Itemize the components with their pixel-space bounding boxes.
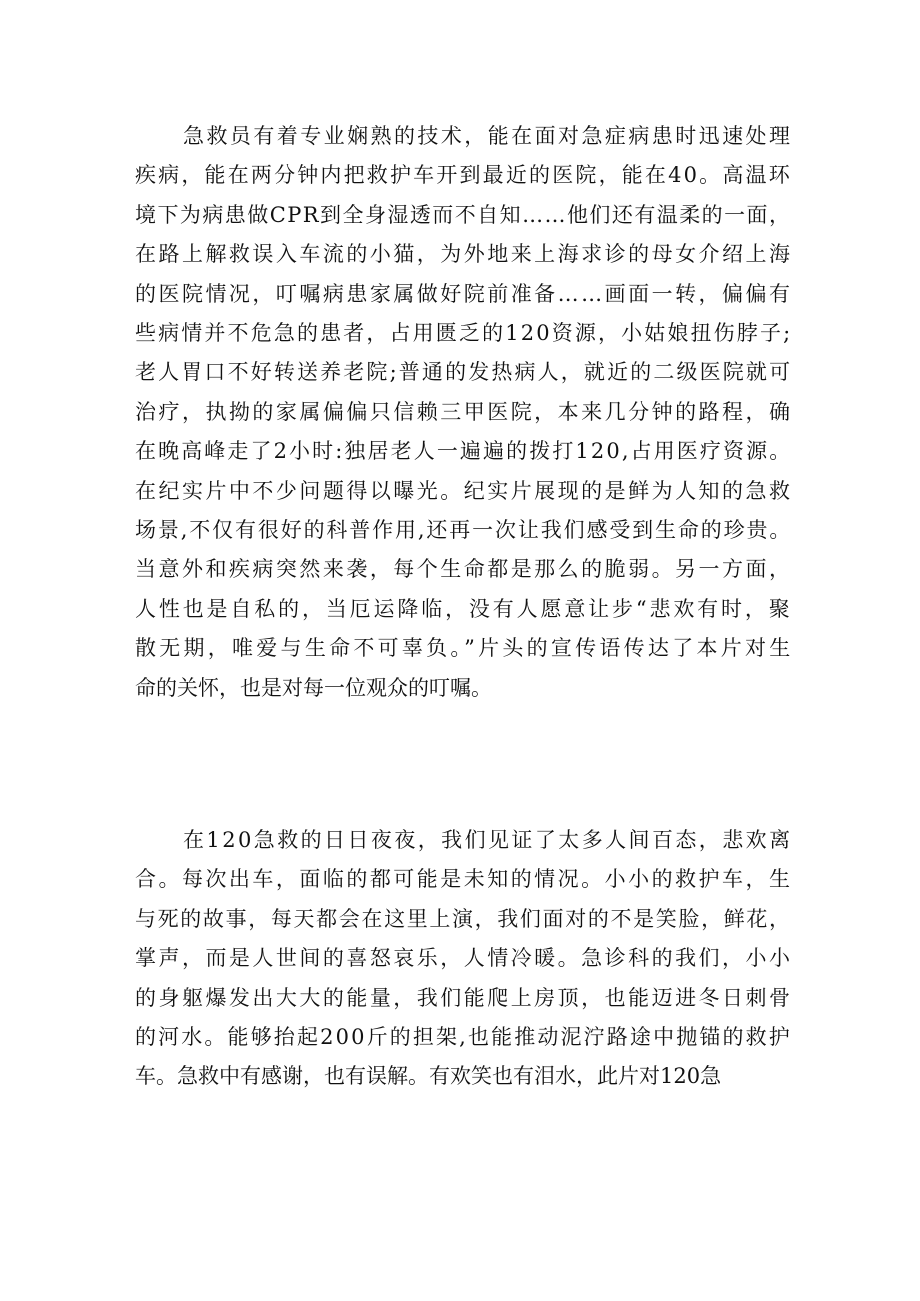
paragraph-line: 掌声，而是人世间的喜怒哀乐，人情冷暖。急诊科的我们，小小 bbox=[135, 946, 793, 971]
paragraph-line: 在纪实片中不少问题得以曝光。纪实片展现的是鲜为人知的急救 bbox=[135, 478, 793, 503]
paragraph-line: 散无期，唯爱与生命不可辜负。”片头的宣传语传达了本片对生 bbox=[135, 636, 794, 661]
paragraph-line: 的身躯爆发出大大的能量，我们能爬上房顶，也能迈进冬日刺骨 bbox=[135, 985, 793, 1010]
paragraph-line: 疾病，能在两分钟内把救护车开到最近的医院，能在40。高温环 bbox=[135, 163, 792, 188]
paragraph-line: 的河水。能够抬起200斤的担架,也能推动泥泞路途中抛锚的救护 bbox=[135, 1025, 792, 1049]
paragraph-line: 合。每次出车，面临的都可能是未知的情况。小小的救护车，生 bbox=[135, 867, 793, 892]
paragraph-line: 在晚高峰走了2小时:独居老人一遍遍的拨打120,占用医疗资源。 bbox=[135, 439, 793, 464]
paragraph-line: 些病情并不危急的患者，占用匮乏的120资源，小姑娘扭伤脖子; bbox=[135, 321, 793, 345]
paragraph-line: 与死的故事，每天都会在这里上演，我们面对的不是笑脸，鲜花， bbox=[135, 906, 792, 931]
paragraph-line: 治疗，执拗的家属偏偏只信赖三甲医院，本来几分钟的路程，确 bbox=[135, 399, 793, 424]
paragraph-line: 急救员有着专业娴熟的技术，能在面对急症病患时迅速处理 bbox=[183, 124, 793, 148]
paragraph-line: 场景,不仅有很好的科普作用,还再一次让我们感受到生命的珍贵。 bbox=[135, 518, 793, 542]
paragraph-line: 境下为病患做CPR到全身湿透而不自知……他们还有温柔的一面， bbox=[135, 202, 792, 227]
paragraph-line: 当意外和疾病突然来袭，每个生命都是那么的脆弱。另一方面， bbox=[135, 557, 793, 582]
paragraph-line: 命的关怀，也是对每一位观众的叮嘱。 bbox=[135, 675, 492, 700]
paragraph-line: 老人胃口不好转送养老院;普通的发热病人，就近的二级医院就可 bbox=[135, 360, 793, 385]
paragraph-line: 在120急救的日日夜夜，我们见证了太多人间百态，悲欢离 bbox=[183, 828, 793, 852]
paragraph-line: 人性也是自私的，当厄运降临，没有人愿意让步“悲欢有时，聚 bbox=[135, 596, 793, 621]
paragraph-line: 车。急救中有感谢，也有误解。有欢笑也有泪水，此片对120急 bbox=[135, 1064, 722, 1089]
paragraph-line: 的医院情况，叮嘱病患家属做好院前准备……画面一转，偏偏有 bbox=[135, 281, 793, 306]
paragraph-line: 在路上解救误入车流的小猫，为外地来上海求诊的母女介绍上海 bbox=[135, 242, 793, 267]
